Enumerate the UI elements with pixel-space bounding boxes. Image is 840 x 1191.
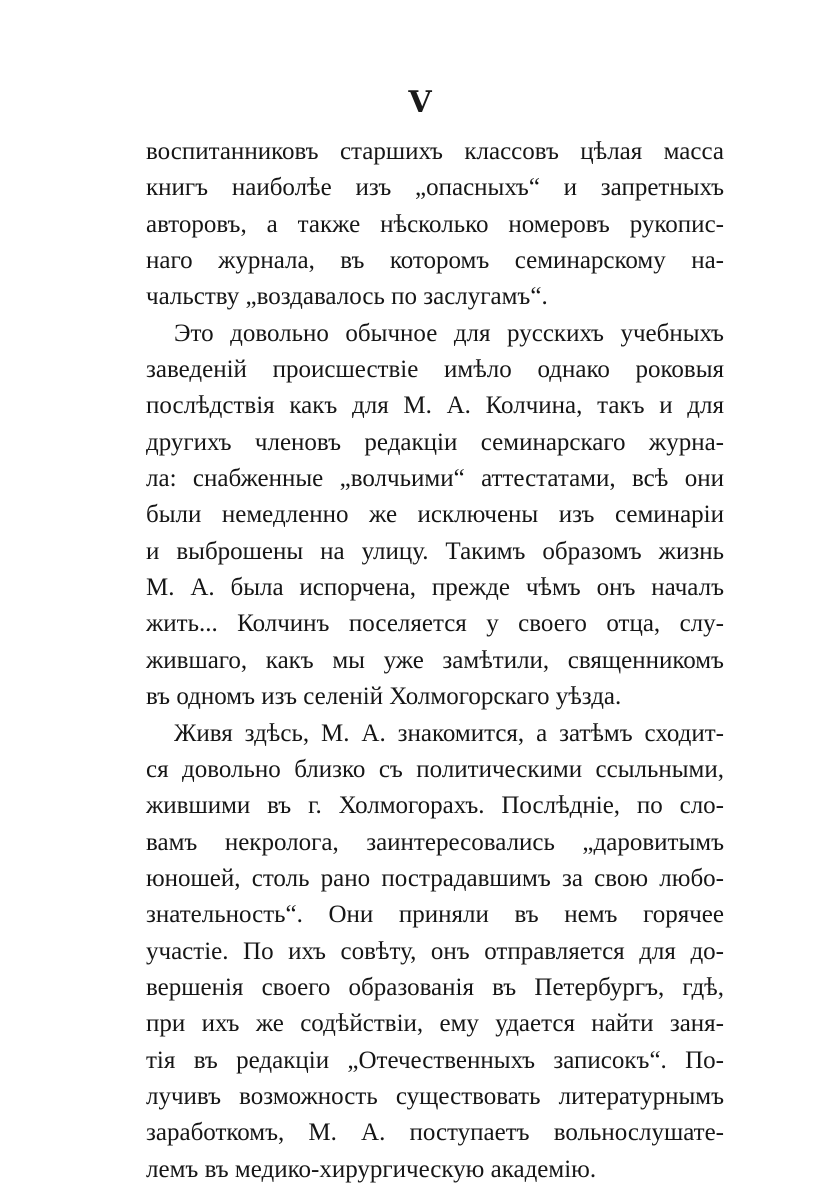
text-line: жить... Колчинъ поселяется у своего отца, слу- (146, 610, 724, 638)
text-line: заработкомъ, М. А. поступаетъ вольнослушате- (146, 1119, 724, 1147)
text-line: воспитанниковъ старшихъ классовъ цѣлая масса (146, 138, 724, 165)
text-line: чальству „воздавалось по заслугамъ“. (146, 283, 548, 311)
text-line: лучивъ возможность существовать литературнымъ (146, 1082, 724, 1110)
text-line: заведеній происшествіе имѣло однако роковыя (146, 356, 724, 384)
text-line: М. А. была испорчена, прежде чѣмъ онъ началъ (146, 574, 724, 602)
text-line: наго журнала, въ которомъ семинарскому на- (146, 247, 724, 275)
text-line: книгъ наиболѣе изъ „опасныхъ“ и запретныхъ (146, 174, 724, 202)
page-number: V (408, 85, 432, 120)
text-line: ся довольно близко съ политическими ссыльными, (146, 755, 724, 783)
text-line: тія въ редакціи „Отечественныхъ записокъ“. По- (146, 1046, 724, 1074)
text-line: знательность“. Они приняли въ немъ горячее (146, 901, 724, 929)
text-line: жившими въ г. Холмогорахъ. Послѣдніе, по сло- (146, 792, 724, 820)
text-line: авторовъ, а также нѣсколько номеровъ рукопис- (146, 210, 724, 238)
text-line: въ одномъ изъ селеній Холмогорскаго уѣзда. (146, 683, 622, 711)
text-line: вершенія своего образованія въ Петербургъ, гдѣ, (146, 973, 724, 1001)
text-line: жившаго, какъ мы уже замѣтили, священникомъ (146, 646, 724, 674)
text-line: и выброшены на улицу. Такимъ образомъ жизнь (146, 537, 724, 565)
text-line: Живя здѣсь, М. А. знакомится, а затѣмъ сходит- (174, 719, 724, 747)
text-line: при ихъ же содѣйствіи, ему удается найти заня- (146, 1010, 724, 1038)
text-line: были немедленно же исключены изъ семинаріи (146, 501, 724, 529)
text-line: лемъ въ медико-хирургическую академію. (146, 1155, 597, 1183)
text-line: другихъ членовъ редакціи семинарскаго журна- (146, 428, 724, 456)
text-line: юношей, столь рано пострадавшимъ за свою любо- (146, 864, 724, 892)
text-line: Это довольно обычное для русскихъ учебныхъ (174, 319, 724, 347)
body-text (146, 134, 724, 1188)
text-line: участіе. По ихъ совѣту, онъ отправляется для до- (146, 937, 724, 965)
text-line: послѣдствія какъ для М. А. Колчина, такъ и для (146, 392, 724, 420)
text-line: вамъ некролога, заинтересовались „даровитымъ (146, 828, 724, 856)
text-line: ла: снабженные „волчьими“ аттестатами, всѣ они (146, 465, 724, 493)
